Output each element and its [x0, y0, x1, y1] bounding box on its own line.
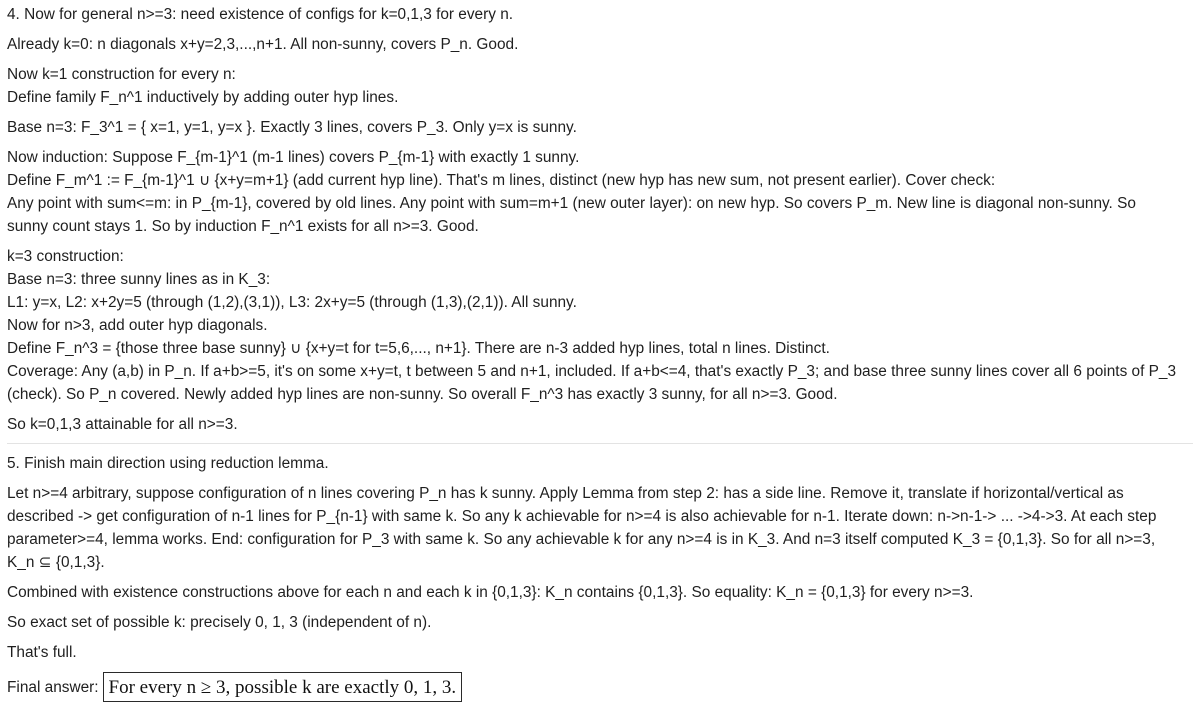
final-answer-label: Final answer: — [7, 678, 99, 696]
final-answer-box: For every n ≥ 3, possible k are exactly 0, 1, 3. — [103, 672, 463, 702]
k1-intro-line: Now k=1 construction for every n: — [7, 66, 236, 83]
k3-line: Base n=3: three sunny lines as in K_3: — [7, 271, 271, 288]
exact-set-paragraph: So exact set of possible k: precisely 0, 1, 3 (independent of n). — [7, 614, 432, 631]
argument-line: described -> get configuration of n-1 lines for P_{n-1} with same k. So any k achievable for n>=4 is also achievable for n-1. Iterate down: n->n-1-> ... ->4->3. At each step — [7, 508, 1157, 525]
section-5 — [7, 452, 1193, 664]
section-5-heading: 5. Finish main direction using reduction lemma. — [7, 455, 329, 472]
final-answer — [7, 672, 1193, 702]
induction-paragraph — [7, 146, 1193, 238]
k3-line: Define F_n^3 = {those three base sunny} ∪ {x+y=t for t=5,6,..., n+1}. There are n-3 added hyp lines, total n lines. Distinct. — [7, 340, 830, 357]
combined-paragraph: Combined with existence constructions above for each n and each k in {0,1,3}: K_n contains {0,1,3}. So equality: K_n = {0,1,3} for every n>=3. — [7, 584, 974, 601]
induction-line: sunny count stays 1. So by induction F_n^1 exists for all n>=3. Good. — [7, 218, 479, 235]
k3-line: Now for n>3, add outer hyp diagonals. — [7, 317, 268, 334]
reduction-argument-paragraph — [7, 482, 1193, 574]
section-4-heading: 4. Now for general n>=3: need existence of configs for k=0,1,3 for every n. — [7, 6, 514, 23]
k0-paragraph: Already k=0: n diagonals x+y=2,3,...,n+1. All non-sunny, covers P_n. Good. — [7, 36, 519, 53]
induction-line: Any point with sum<=m: in P_{m-1}, covered by old lines. Any point with sum=m+1 (new outer layer): on new hyp. So covers P_m. New line is diagonal non-sunny. So — [7, 195, 1136, 212]
section-4 — [7, 3, 1193, 436]
k3-line: Coverage: Any (a,b) in P_n. If a+b>=5, it's on some x+y=t, t between 5 and n+1, included. If a+b<=4, that's exactly P_3; and base three sunny lines cover all 6 points of P_3 — [7, 363, 1177, 380]
induction-line: Now induction: Suppose F_{m-1}^1 (m-1 lines) covers P_{m-1} with exactly 1 sunny. — [7, 149, 580, 166]
k3-line: k=3 construction: — [7, 248, 124, 265]
full-paragraph: That's full. — [7, 644, 77, 661]
induction-line: Define F_m^1 := F_{m-1}^1 ∪ {x+y=m+1} (add current hyp line). That's m lines, distinct (new hyp has new sum, not present earlier). Cover check: — [7, 172, 996, 189]
k3-line: L1: y=x, L2: x+2y=5 (through (1,2),(3,1)), L3: 2x+y=5 (through (1,3),(2,1)). All sunny. — [7, 294, 577, 311]
base-n3-paragraph: Base n=3: F_3^1 = { x=1, y=1, y=x }. Exactly 3 lines, covers P_3. Only y=x is sunny. — [7, 119, 577, 136]
k1-intro-line: Define family F_n^1 inductively by adding outer hyp lines. — [7, 89, 399, 106]
section-divider — [7, 443, 1193, 444]
k3-line: (check). So P_n covered. Newly added hyp lines are non-sunny. So overall F_n^3 has exactly 3 sunny, for all n>=3. Good. — [7, 386, 838, 403]
k3-paragraph — [7, 245, 1193, 406]
argument-line: Let n>=4 arbitrary, suppose configuration of n lines covering P_n has k sunny. Apply Lemma from step 2: has a side line. Remove it, translate if horizontal/vertical as — [7, 485, 1124, 502]
argument-line: K_n ⊆ {0,1,3}. — [7, 554, 105, 571]
section-4-summary: So k=0,1,3 attainable for all n>=3. — [7, 416, 238, 433]
argument-line: parameter>=4, lemma works. End: configuration for P_3 with same k. So any achievable k for any n>=4 is in K_3. And n=3 itself computed K_3 = {0,1,3}. So for all n>=3, — [7, 531, 1156, 548]
k1-intro-paragraph — [7, 63, 1193, 109]
